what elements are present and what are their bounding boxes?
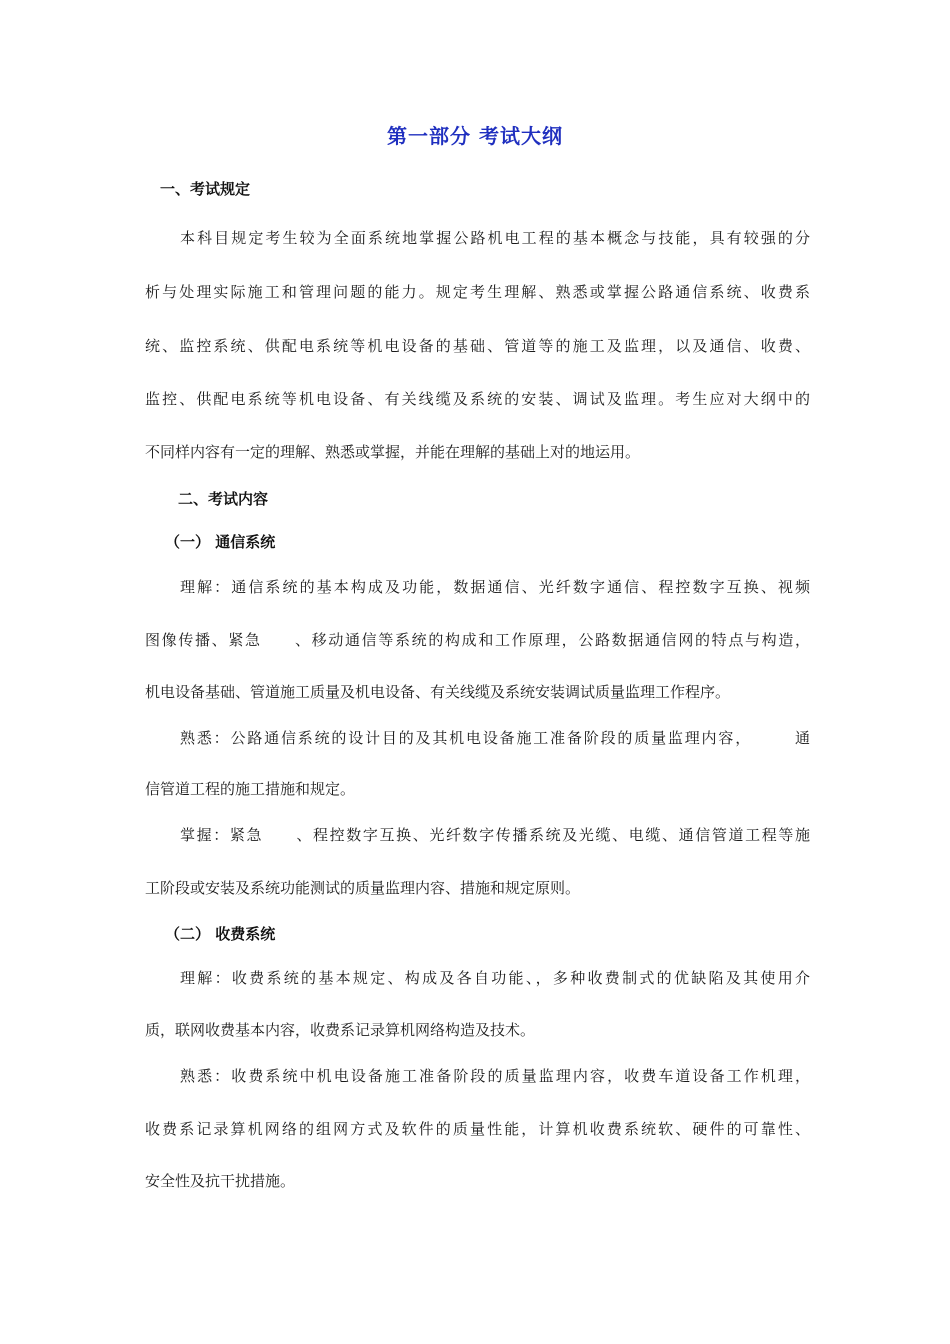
section-heading-exam-content: 二、考试内容: [178, 490, 269, 508]
paragraph-line: 掌握：紧急 、程控数字互换、光纤数字传播系统及光缆、电缆、通信管道工程等施: [180, 826, 810, 844]
paragraph-line: 熟悉：收费系统中机电设备施工准备阶段的质量监理内容，收费车道设备工作机理，: [180, 1067, 810, 1085]
paragraph-line: 理解：通信系统的基本构成及功能，数据通信、光纤数字通信、程控数字互换、视频: [180, 578, 810, 596]
paragraph-line: 不同样内容有一定的理解、熟悉或掌握，并能在理解的基础上对的地运用。: [145, 443, 641, 461]
section-heading-exam-rules: 一、考试规定: [160, 180, 251, 198]
paragraph-line: 机电设备基础、管道施工质量及机电设备、有关线缆及系统安装调试质量监理工作程序。: [145, 683, 731, 701]
paragraph-line: 本科目规定考生较为全面系统地掌握公路机电工程的基本概念与技能，具有较强的分: [180, 229, 810, 247]
paragraph-line: 安全性及抗干扰措施。: [145, 1172, 296, 1190]
paragraph-line: 收费系记录算机网络的组网方式及软件的质量性能，计算机收费系统软、硬件的可靠性、: [145, 1120, 810, 1138]
paragraph-line: 统、监控系统、供配电系统等机电设备的基础、管道等的施工及监理，以及通信、收费、: [145, 337, 810, 355]
page-title: 第一部分 考试大纲: [387, 124, 563, 148]
paragraph-line: 析与处理实际施工和管理问题的能力。规定考生理解、熟悉或掌握公路通信系统、收费系: [145, 283, 810, 301]
paragraph-line: 监控、供配电系统等机电设备、有关线缆及系统的安装、调试及监理。考生应对大纲中的: [145, 390, 810, 408]
paragraph-line: 质，联网收费基本内容，收费系记录算机网络构造及技术。: [145, 1021, 536, 1039]
paragraph-line: 信管道工程的施工措施和规定。: [145, 780, 356, 798]
paragraph-line: 熟悉：公路通信系统的设计目的及其机电设备施工准备阶段的质量监理内容， 通: [180, 729, 810, 747]
subsection-heading-communication: （一） 通信系统: [165, 533, 276, 551]
paragraph-line: 工阶段或安装及系统功能测试的质量监理内容、措施和规定原则。: [145, 879, 581, 897]
subsection-heading-toll: （二） 收费系统: [165, 925, 276, 943]
paragraph-line: 图像传播、紧急 、移动通信等系统的构成和工作原理，公路数据通信网的特点与构造，: [145, 631, 810, 649]
paragraph-line: 理解：收费系统的基本规定、构成及各自功能、，多种收费制式的优缺陷及其使用介: [180, 969, 810, 987]
